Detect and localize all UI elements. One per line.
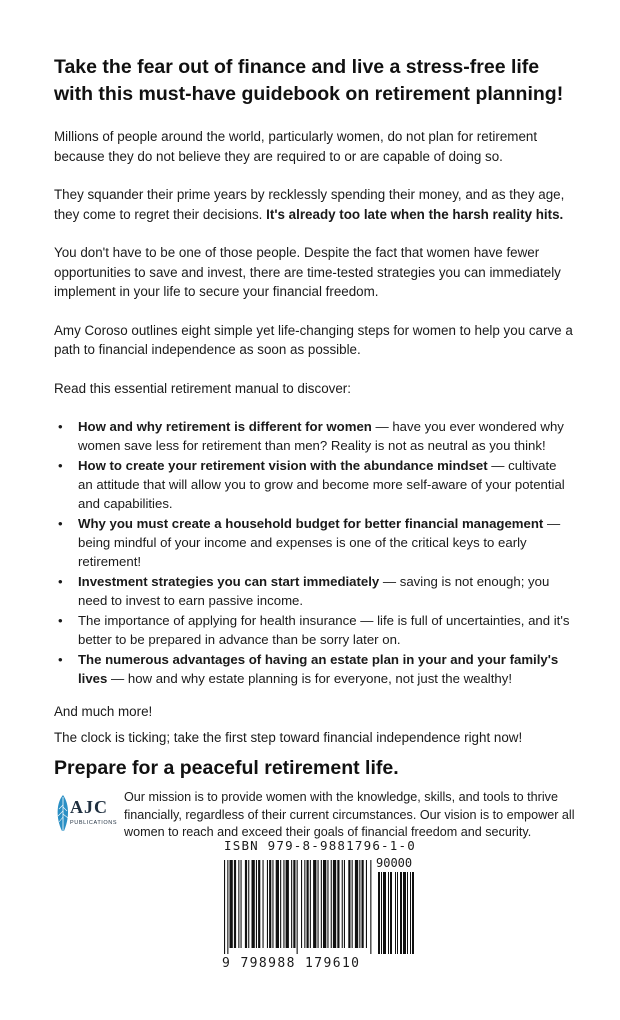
paragraph-2-text: They squander their prime years by recklessly spending their money, and as they age, they come to regret their decisions.	[54, 187, 565, 222]
list-item: • The numerous advantages of having an estate plan in your and your family's lives — how and why estate planning is for everyone, not just the wealthy!	[58, 652, 559, 686]
paragraph-2-bold: It's already too late when the harsh reality hits.	[266, 206, 564, 222]
isbn-label: ISBN 979-8-9881796-1-0	[224, 838, 416, 853]
closing-headline: Prepare for a peaceful retirement life.	[54, 757, 399, 779]
list-item: • Why you must create a household budget for better financial management — being mindful of your income and expenses is one of the critical keys to early retirement!	[58, 516, 561, 569]
isbn-barcode	[216, 838, 420, 980]
list-item: • The importance of applying for health insurance — life is full of uncertainties, and it's better to be prepared in advance than be sorry later on.	[58, 613, 570, 647]
list-item: • Investment strategies you can start immediately — saving is not enough; you need to invest to earn passive income.	[58, 574, 550, 608]
paragraph-5: Read this essential retirement manual to discover:	[54, 380, 351, 396]
price-code: 90000	[376, 856, 413, 870]
feature-list	[54, 417, 574, 688]
clock-line: The clock is ticking; take the first step toward financial independence right now!	[54, 729, 523, 745]
barcode-bars	[222, 860, 418, 954]
logo-text: AJC	[70, 797, 108, 817]
bullet-icon: •	[58, 458, 63, 473]
publisher-logo	[54, 789, 124, 839]
bullet-icon: •	[58, 613, 63, 628]
bullet-icon: •	[58, 652, 63, 667]
barcode-digits: 9 798988 179610	[222, 956, 361, 971]
and-more: And much more!	[54, 704, 153, 719]
paragraph-2	[54, 185, 574, 224]
mission-statement: Our mission is to provide women with the knowledge, skills, and tools to thrive financially, regardless of their current circumstances. Our vision is to empower all women to reach and exceed their goals of financial freedom and security.	[124, 790, 575, 839]
paragraph-4: Amy Coroso outlines eight simple yet life-changing steps for women to help you carve a path to financial independence as soon as possible.	[54, 322, 573, 357]
bullet-icon: •	[58, 574, 63, 589]
list-item: • How and why retirement is different for women — have you ever wondered why women save less for retirement than men? Reality is not as neutral as you think!	[58, 419, 564, 453]
paragraph-3: You don't have to be one of those people. Despite the fact that women have fewer opportunities to save and invest, there are time-tested strategies you can immediately implement in your life to secure your financial freedom.	[54, 245, 561, 299]
bullet-icon: •	[58, 419, 63, 434]
back-cover	[54, 54, 574, 849]
paragraph-1: Millions of people around the world, particularly women, do not plan for retirement because they do not believe they are required to or are capable of doing so.	[54, 129, 538, 164]
bullet-icon: •	[58, 516, 63, 531]
headline: Take the fear out of finance and live a stress-free life with this must-have guidebook on retirement planning!	[54, 56, 564, 105]
logo-subtext: PUBLICATIONS	[70, 820, 118, 826]
list-item: • How to create your retirement vision with the abundance mindset — cultivate an attitude that will allow you to grow and become more self-aware of your potential and capabilities.	[58, 458, 565, 511]
